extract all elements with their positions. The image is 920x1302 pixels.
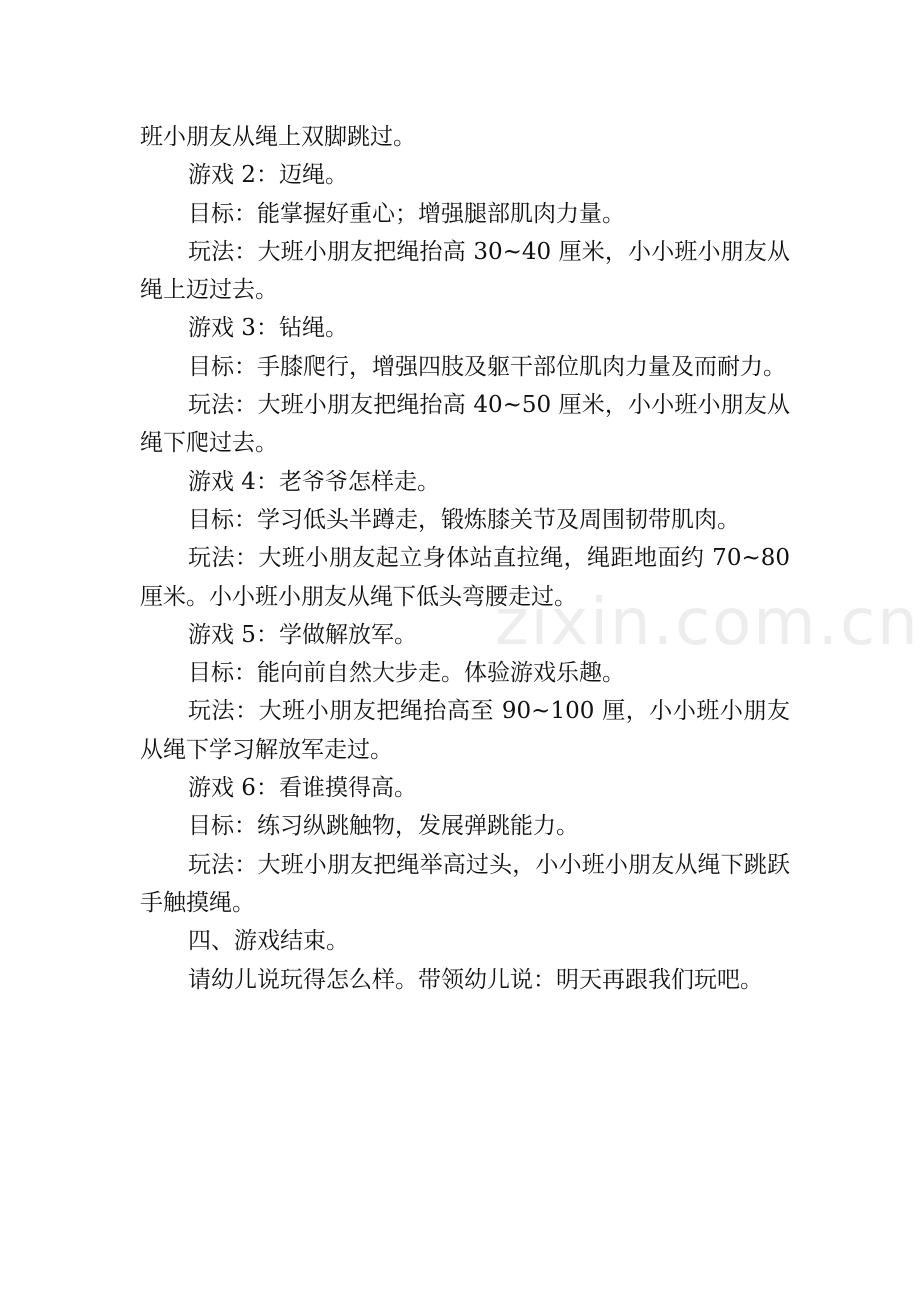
paragraph-game-5-goal: 目标：能向前自然大步走。体验游戏乐趣。 — [188, 660, 625, 687]
paragraph-game-6-goal: 目标：练习纵跳触物，发展弹跳能力。 — [188, 813, 579, 840]
paragraph-game-4-title: 游戏 4：老爷爷怎样走。 — [188, 468, 440, 495]
section-heading-game-end: 四、游戏结束。 — [188, 928, 349, 955]
paragraph-game-3-goal: 目标：手膝爬行，增强四肢及躯干部位肌肉力量及而耐力。 — [188, 353, 786, 380]
paragraph-closing: 请幼儿说玩得怎么样。带领幼儿说：明天再跟我们玩吧。 — [188, 966, 763, 993]
paragraph-game-6-title: 游戏 6：看谁摸得高。 — [188, 775, 417, 802]
paragraph-game-2-goal: 目标：能掌握好重心；增强腿部肌肉力量。 — [188, 200, 625, 227]
paragraph-game-2-play: 玩法：大班小朋友把绳抬高 30~40 厘米，小小班小朋友从绳上迈过去。 — [140, 238, 790, 304]
paragraph-game-6-play: 玩法：大班小朋友把绳举高过头，小小班小朋友从绳下跳跃手触摸绳。 — [140, 851, 790, 916]
paragraph-game-3-title: 游戏 3：钻绳。 — [188, 315, 348, 342]
document-body — [140, 118, 790, 999]
paragraph-game-3-play: 玩法：大班小朋友把绳抬高 40~50 厘米，小小班小朋友从绳下爬过去。 — [140, 392, 790, 457]
paragraph-game-4-goal: 目标：学习低头半蹲走，锻炼膝关节及周围韧带肌肉。 — [188, 506, 740, 533]
paragraph-continuation: 班小朋友从绳上双脚跳过。 — [140, 124, 416, 150]
watermark: zixin.com.cn — [495, 586, 920, 660]
paragraph-game-2-title: 游戏 2：迈绳。 — [188, 162, 348, 189]
paragraph-game-5-play: 玩法：大班小朋友把绳抬高至 90~100 厘，小小班小朋友从绳下学习解放军走过。 — [140, 698, 790, 763]
paragraph-game-5-title: 游戏 5：学做解放军。 — [188, 621, 417, 648]
paragraph-game-4-play: 玩法：大班小朋友起立身体站直拉绳，绳距地面约 70~80 厘米。小小班小朋友从绳下低头弯腰走过。 — [140, 545, 790, 610]
